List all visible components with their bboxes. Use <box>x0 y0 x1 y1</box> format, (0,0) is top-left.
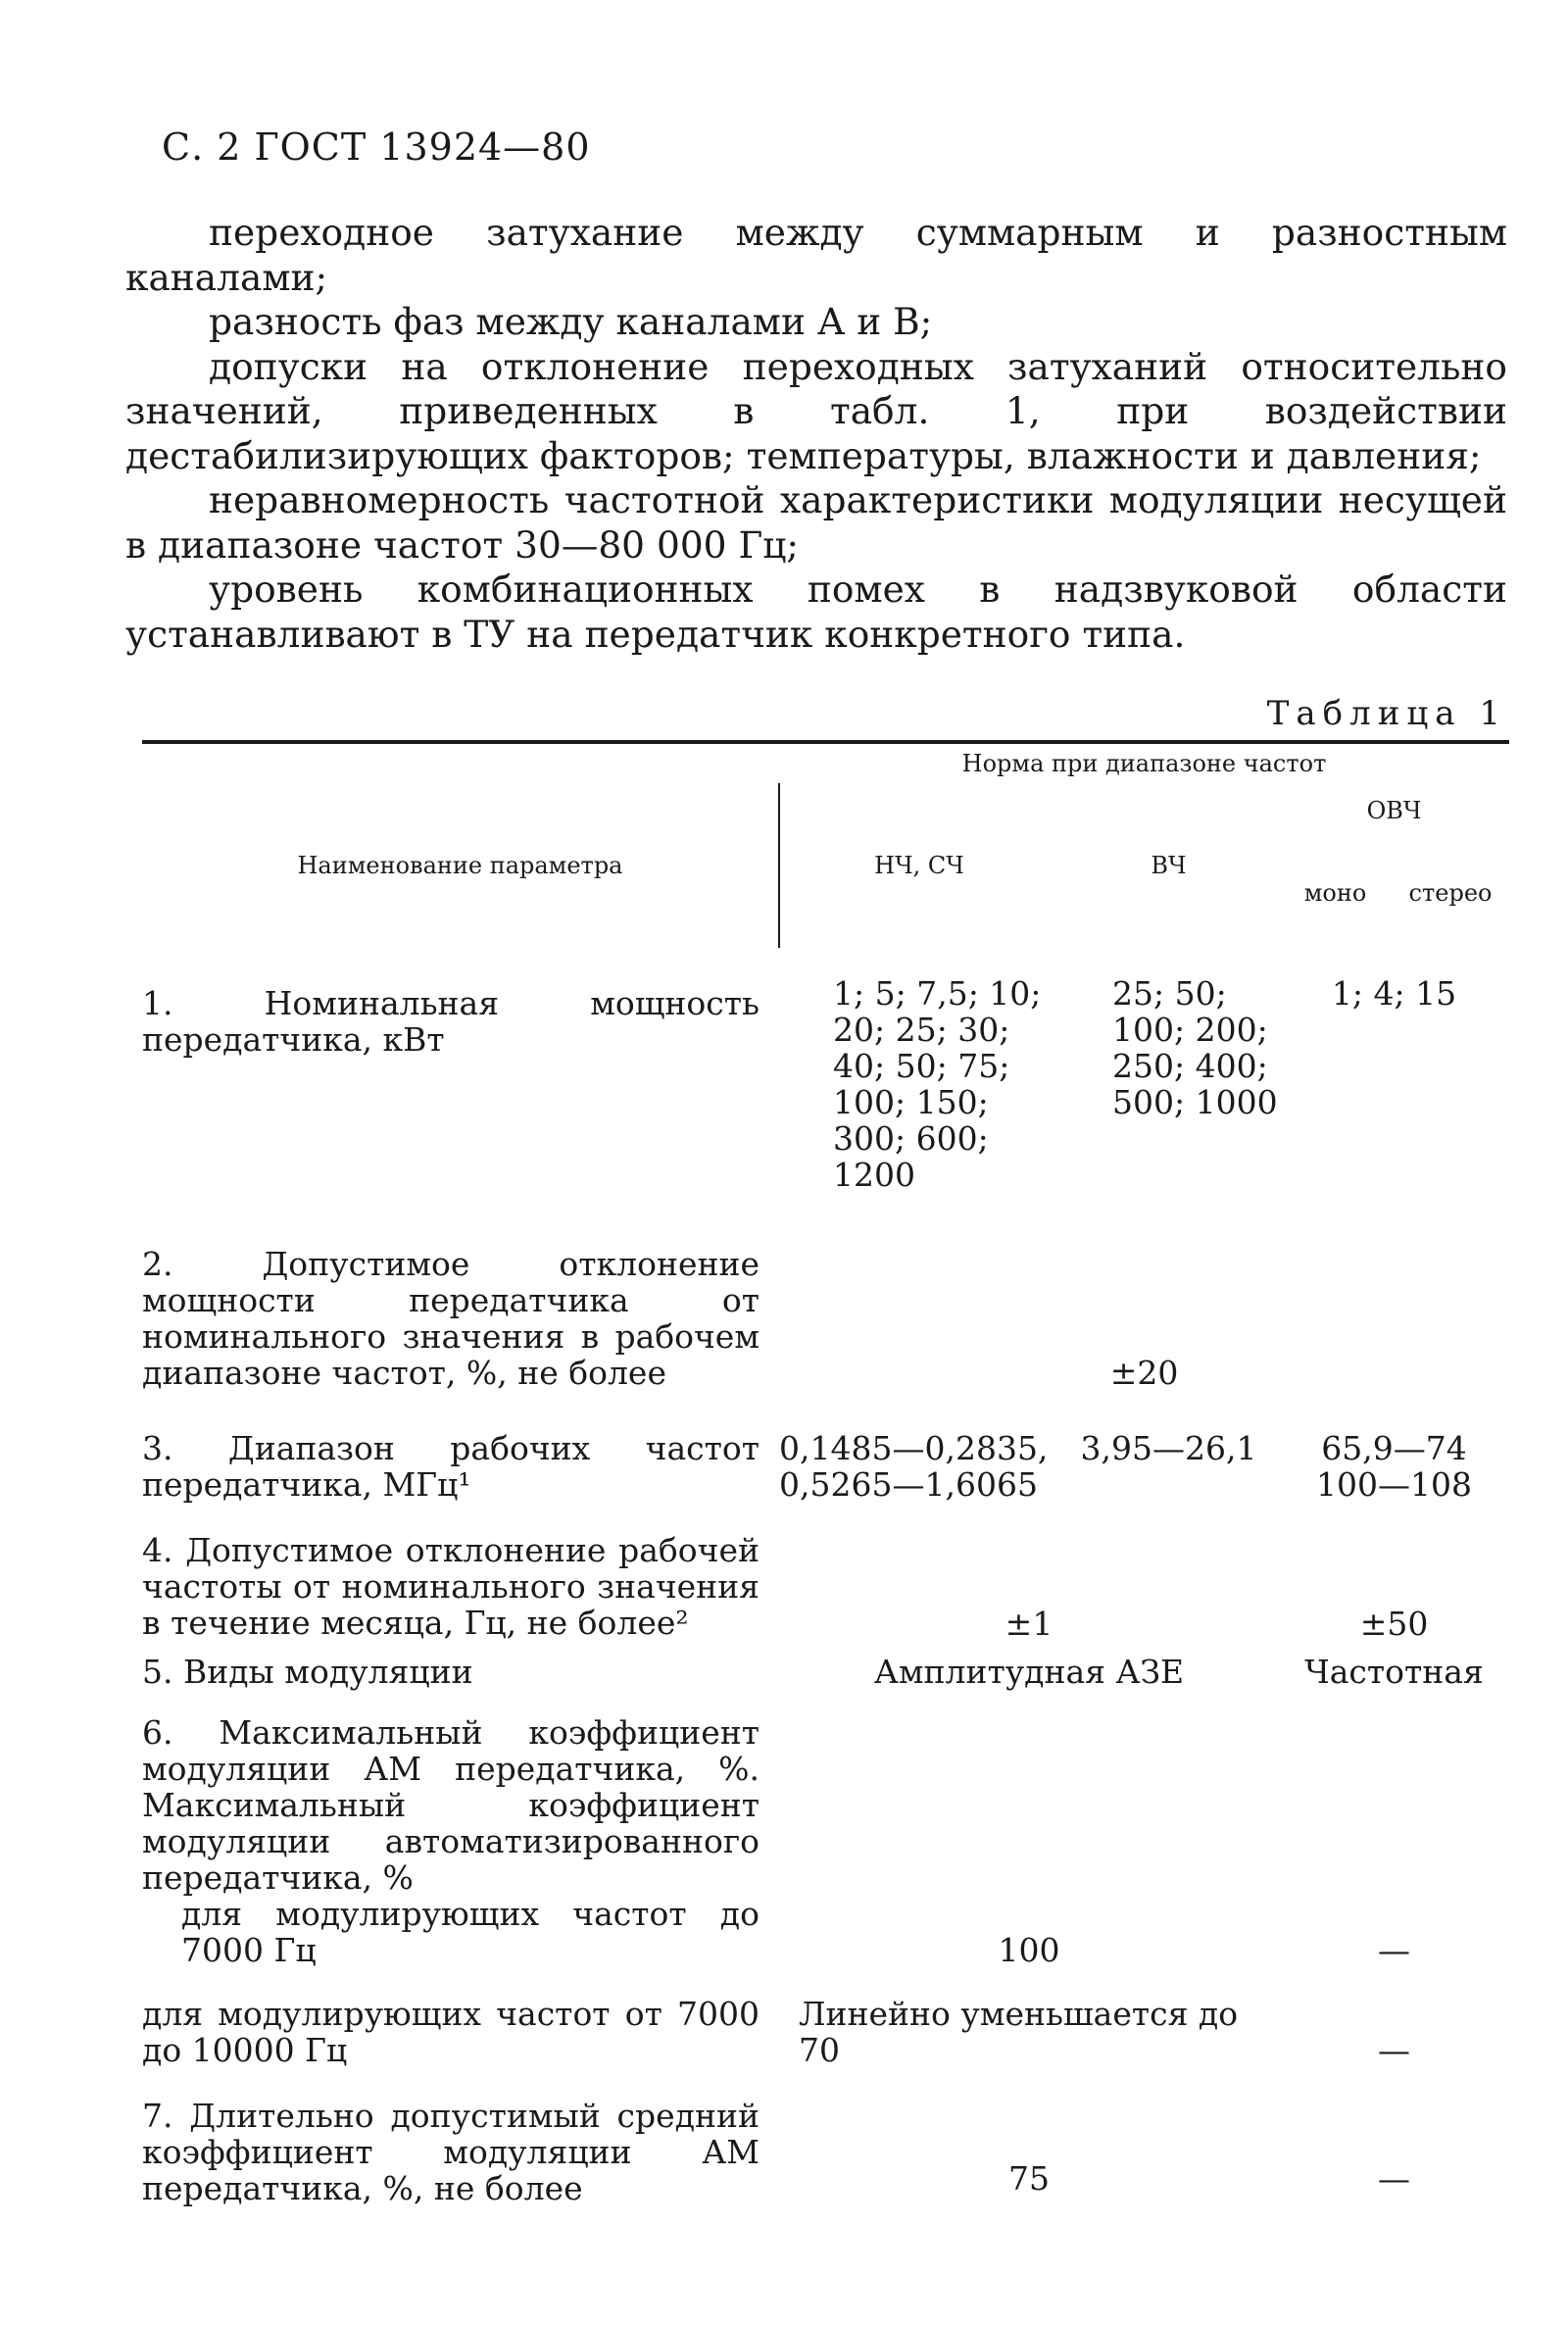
param-6-sub1-name: для модулирующих частот до 7000 Гц <box>181 1895 760 1969</box>
table-row <box>142 2068 1509 2206</box>
col-header-vhf: ОВЧ <box>1366 797 1422 824</box>
param-4-vhf: ±50 <box>1359 1605 1429 1643</box>
param-3-vhf <box>1279 1391 1509 1510</box>
param-1-lf-mf: 1; 5; 7,5; 10; 20; 25; 30; 40; 50; 75; 100; 150; 300; 600; 1200 <box>833 974 1042 1194</box>
intro-paragraph: неравномерность частотной характеристики модуляции несущей в диапазоне частот 30—80 000 Гц; <box>125 478 1507 567</box>
param-3-lf-mf-line: 0,5265—1,6065 <box>779 1465 1038 1504</box>
param-6-sub1-am: 100 <box>998 1931 1060 1969</box>
param-7-am: 75 <box>1008 2159 1050 2198</box>
param-2-name: 2. Допустимое отклонение мощности передатчика от номинального значения в рабочем диапазоне частот, %, не более <box>142 1245 760 1392</box>
table-row <box>142 948 1509 1207</box>
param-1-name: 1. Номинальная мощность передатчика, кВт <box>142 984 760 1059</box>
page-header: С. 2 ГОСТ 13924—80 <box>162 125 591 169</box>
table-title: Таблица 1 <box>1266 694 1507 733</box>
param-3-vhf-line: 65,9—74 <box>1321 1429 1467 1467</box>
col-header-name: Наименование параметра <box>142 742 779 948</box>
param-6-title: 6. Максимальный коэффициент модуляции АМ передатчика, %. Максимальный коэффициент модуляции автоматизированного передатчика, % <box>142 1713 760 1897</box>
param-3-vhf-line: 100—108 <box>1316 1465 1472 1504</box>
param-1-hf: 25; 50; 100; 200; 250; 400; 500; 1000 <box>1112 974 1278 1121</box>
intro-paragraph: переходное затухание между суммарным и разностным каналами; <box>125 211 1507 299</box>
col-header-stereo: стерео <box>1408 879 1493 907</box>
table-row <box>142 1642 1509 1703</box>
table-row <box>142 1510 1509 1642</box>
param-6-sub2-am: Линейно уменьшается до 70 <box>799 1995 1239 2069</box>
param-5-vhf: Частотная <box>1304 1653 1484 1691</box>
param-4-name: 4. Допустимое отклонение рабочей частоты от номинального значения в течение месяца, Гц, не более² <box>142 1531 760 1642</box>
table-row <box>142 1207 1509 1391</box>
param-6-name <box>142 1703 779 1968</box>
intro-paragraph: уровень комбинационных помех в надзвуковой области устанавливают в ТУ на передатчик конкретного типа. <box>125 568 1507 656</box>
intro-text <box>125 211 1507 657</box>
table-row <box>142 1703 1509 1968</box>
param-6-sub1-vhf: — <box>1378 1931 1411 1969</box>
param-4-am: ±1 <box>1004 1605 1054 1643</box>
param-2-value: ±20 <box>1109 1354 1179 1392</box>
col-header-hf: ВЧ <box>1151 852 1187 879</box>
param-1-vhf: 1; 4; 15 <box>1331 974 1457 1013</box>
col-header-mono: моно <box>1303 879 1367 907</box>
table-row <box>142 1968 1509 2068</box>
param-3-hf: 3,95—26,1 <box>1080 1429 1257 1467</box>
col-header-norm: Норма при диапазоне частот <box>779 742 1509 783</box>
param-7-name: 7. Длительно допустимый средний коэффициент модуляции АМ передатчика, %, не более <box>142 2097 760 2207</box>
parameters-table <box>142 740 1509 2206</box>
param-6-sub2-name: для модулирующих частот от 7000 до 10000 Гц <box>142 1995 760 2069</box>
col-header-lf-mf: НЧ, СЧ <box>779 783 1058 948</box>
param-3-name: 3. Диапазон рабочих частот передатчика, МГц¹ <box>142 1429 760 1504</box>
param-3-lf-mf-line: 0,1485—0,2835, <box>779 1429 1049 1467</box>
param-3-lf-mf <box>779 1391 1058 1510</box>
param-5-name: 5. Виды модуляции <box>142 1653 473 1691</box>
table-row <box>142 1391 1509 1510</box>
intro-paragraph: разность фаз между каналами А и В; <box>209 300 933 343</box>
intro-paragraph: допуски на отклонение переходных затуханий относительно значений, приведенных в табл. 1, при воздействии дестабилизирующих факторов; температуры, влажности и давления; <box>125 344 1507 477</box>
param-6-sub2-vhf: — <box>1378 2031 1411 2069</box>
param-7-vhf: — <box>1378 2159 1411 2198</box>
param-5-am: Амплитудная АЗЕ <box>873 1653 1185 1691</box>
